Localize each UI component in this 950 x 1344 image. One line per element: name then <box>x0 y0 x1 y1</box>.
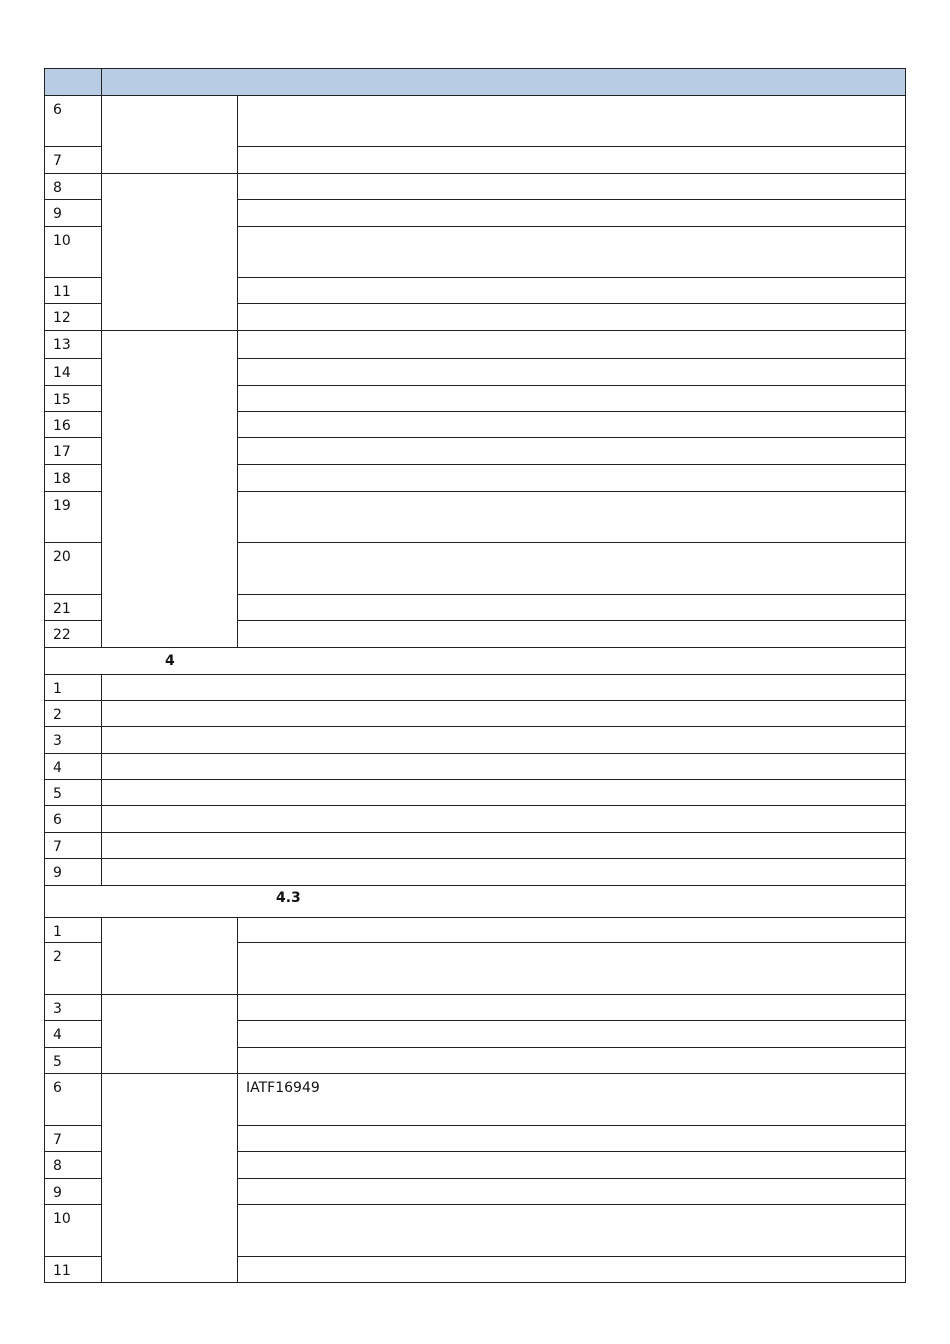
row-number: 3 <box>44 994 101 1020</box>
row-number: 8 <box>44 1151 101 1178</box>
row-number: 7 <box>44 146 101 173</box>
row-number: 2 <box>44 700 101 726</box>
row-content <box>237 491 906 542</box>
row-content <box>237 1151 906 1178</box>
row-content <box>101 726 906 753</box>
row-number: 5 <box>44 1047 101 1073</box>
row-content <box>101 753 906 779</box>
group-cell <box>101 994 237 1073</box>
row-content <box>237 173 906 199</box>
row-number: 10 <box>44 226 101 277</box>
row-content <box>237 437 906 464</box>
row-number: 1 <box>44 917 101 942</box>
row-content <box>101 779 906 805</box>
header-cell-content <box>101 68 906 95</box>
row-content <box>237 1020 906 1047</box>
row-number: 14 <box>44 358 101 385</box>
row-content <box>237 917 906 942</box>
row-number: 17 <box>44 437 101 464</box>
row-number: 18 <box>44 464 101 491</box>
row-content <box>237 411 906 437</box>
row-content <box>237 542 906 594</box>
row-number: 3 <box>44 726 101 753</box>
row-content <box>237 942 906 994</box>
row-number: 10 <box>44 1204 101 1256</box>
row-number: 16 <box>44 411 101 437</box>
row-content <box>237 620 906 647</box>
row-number: 13 <box>44 330 101 358</box>
group-cell <box>101 917 237 994</box>
group-cell <box>101 95 237 173</box>
checklist-table <box>44 68 906 1283</box>
row-content <box>237 464 906 491</box>
header-cell-number <box>44 68 101 95</box>
row-number: 12 <box>44 303 101 330</box>
row-content <box>237 1125 906 1151</box>
row-content <box>237 1256 906 1283</box>
row-content <box>101 858 906 885</box>
section-heading: 4 <box>44 647 906 674</box>
row-number: 6 <box>44 805 101 832</box>
row-content <box>237 303 906 330</box>
row-content <box>237 358 906 385</box>
row-content <box>237 226 906 277</box>
row-content <box>237 1178 906 1204</box>
row-number: 2 <box>44 942 101 994</box>
row-content <box>237 199 906 226</box>
row-content <box>237 994 906 1020</box>
row-content <box>237 594 906 620</box>
row-content: IATF16949 <box>237 1073 906 1125</box>
row-number: 22 <box>44 620 101 647</box>
group-cell <box>101 173 237 330</box>
row-content <box>237 95 906 146</box>
row-number: 1 <box>44 674 101 700</box>
row-content <box>237 277 906 303</box>
row-content <box>237 330 906 358</box>
row-number: 19 <box>44 491 101 542</box>
row-number: 4 <box>44 1020 101 1047</box>
row-content <box>101 805 906 832</box>
row-content <box>237 146 906 173</box>
row-content <box>237 1047 906 1073</box>
row-content <box>101 832 906 858</box>
row-number: 11 <box>44 277 101 303</box>
row-content <box>237 1204 906 1256</box>
row-number: 7 <box>44 1125 101 1151</box>
row-number: 21 <box>44 594 101 620</box>
row-number: 9 <box>44 1178 101 1204</box>
row-number: 6 <box>44 95 101 146</box>
row-number: 9 <box>44 199 101 226</box>
row-number: 4 <box>44 753 101 779</box>
section-heading: 4.3 <box>44 885 906 917</box>
row-content <box>101 700 906 726</box>
row-content <box>101 674 906 700</box>
group-cell <box>101 1073 237 1283</box>
row-number: 5 <box>44 779 101 805</box>
row-number: 15 <box>44 385 101 411</box>
row-number: 11 <box>44 1256 101 1283</box>
row-content <box>237 385 906 411</box>
row-number: 20 <box>44 542 101 594</box>
group-cell <box>101 330 237 647</box>
row-number: 8 <box>44 173 101 199</box>
row-number: 7 <box>44 832 101 858</box>
row-number: 9 <box>44 858 101 885</box>
row-number: 6 <box>44 1073 101 1125</box>
